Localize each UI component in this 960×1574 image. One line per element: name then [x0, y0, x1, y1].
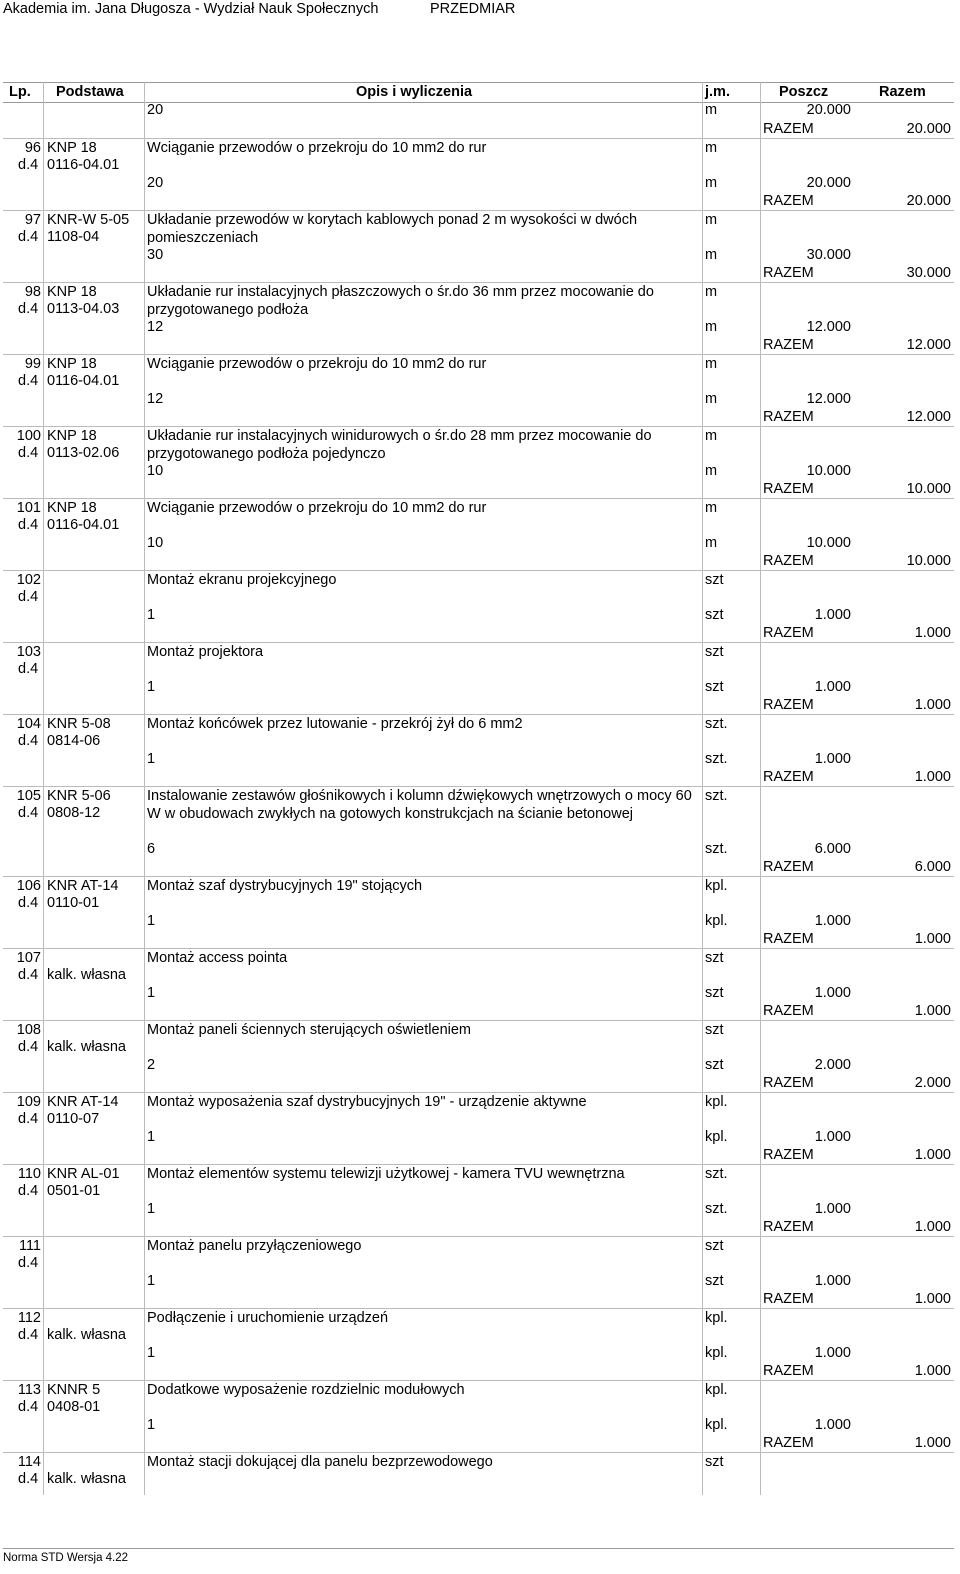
item-unit: szt — [705, 644, 724, 660]
item-description: Montaż panelu przyłączeniowego — [147, 1237, 362, 1254]
row-separator — [3, 498, 954, 499]
item-description: Układanie rur instalacyjnych winidurowych o śr.do 28 mm przez mocowanie do przygotowanego podłoża pojedynczo — [147, 428, 652, 462]
column-divider — [43, 82, 44, 1495]
item-calc: 30 — [147, 247, 164, 263]
item-calc-unit: szt — [705, 607, 724, 623]
item-razem: 1.000 — [914, 1362, 951, 1379]
item-number: 99 — [24, 356, 41, 372]
col-opis: Opis i wyliczenia — [356, 84, 473, 100]
item-razem-label: RAZEM — [763, 1362, 814, 1379]
item-razem-label: RAZEM — [763, 1434, 814, 1451]
item-calc: 2 — [147, 1056, 156, 1073]
item-razem-label: RAZEM — [763, 930, 814, 947]
item-razem-label: RAZEM — [763, 625, 814, 641]
item-basis-code: KNR 5-08 — [47, 716, 111, 732]
column-divider — [760, 82, 761, 1495]
item-razem-label: RAZEM — [763, 1146, 814, 1163]
item-calc: 1 — [147, 1272, 156, 1289]
item-calc: 1 — [147, 984, 156, 1001]
item-division: d.4 — [18, 1326, 39, 1343]
item-number: 108 — [16, 1021, 41, 1038]
item-poszcz: 1.000 — [814, 1416, 851, 1433]
item-unit: szt. — [705, 716, 728, 732]
item-number: 110 — [17, 1165, 41, 1182]
item-description: Montaż access pointa — [147, 949, 288, 966]
item-calc-unit: m — [705, 391, 718, 407]
item-basis-table: 0408-01 — [47, 1398, 101, 1415]
item-number: 111 — [18, 1237, 41, 1254]
item-calc-unit: m — [705, 319, 718, 335]
item-razem: 1.000 — [914, 697, 951, 713]
item-division: d.4 — [18, 589, 39, 605]
item-division: d.4 — [18, 517, 39, 533]
item-description: Dodatkowe wyposażenie rozdzielnic modułowych — [147, 1381, 465, 1398]
item-basis-table: kalk. własna — [47, 1326, 126, 1343]
item-calc: 12 — [147, 391, 164, 407]
footer-divider — [3, 1548, 954, 1549]
item-razem: 20.000 — [906, 193, 951, 209]
item-unit: m — [705, 428, 718, 444]
item-number: 104 — [16, 716, 41, 732]
carry-calc: 20 — [147, 102, 164, 118]
item-razem: 1.000 — [914, 930, 951, 947]
item-description: Wciąganie przewodów o przekroju do 10 mm2 do rur — [147, 500, 487, 516]
item-calc-unit: szt. — [705, 1200, 728, 1217]
item-basis-code: KNP 18 — [47, 500, 97, 516]
item-basis-code: KNP 18 — [47, 428, 97, 444]
item-razem-label: RAZEM — [763, 481, 814, 497]
item-razem: 12.000 — [906, 409, 951, 425]
item-unit: szt — [705, 1237, 724, 1254]
item-poszcz: 10.000 — [806, 535, 851, 551]
column-divider — [144, 82, 145, 1495]
page-footer: Norma STD Wersja 4.22 — [3, 1552, 129, 1564]
item-basis-table: kalk. własna — [47, 1038, 126, 1055]
item-calc: 10 — [147, 463, 164, 479]
item-poszcz: 1.000 — [814, 607, 851, 623]
col-lp: Lp. — [9, 84, 31, 100]
item-unit: szt. — [705, 1165, 728, 1182]
item-number: 100 — [16, 428, 41, 444]
item-calc-unit: szt. — [705, 751, 728, 767]
page-header — [0, 0, 960, 22]
item-division: d.4 — [18, 1254, 39, 1271]
item-division: d.4 — [18, 157, 39, 173]
item-number: 103 — [16, 644, 41, 660]
item-razem: 10.000 — [906, 553, 951, 569]
table-header — [3, 82, 954, 103]
item-division: d.4 — [18, 661, 39, 677]
item-razem: 1.000 — [914, 1290, 951, 1307]
item-basis-code: KNR AL-01 — [47, 1165, 120, 1182]
item-division: d.4 — [18, 1398, 39, 1415]
col-podstawa: Podstawa — [56, 84, 124, 100]
item-number: 107 — [16, 949, 41, 966]
document-subtitle: PRZEDMIAR — [430, 1, 516, 17]
item-calc-unit: m — [705, 175, 718, 191]
item-calc: 20 — [147, 175, 164, 191]
item-number: 109 — [16, 1093, 41, 1110]
item-division: d.4 — [18, 229, 39, 245]
item-razem-label: RAZEM — [763, 193, 814, 209]
item-poszcz: 1.000 — [814, 1272, 851, 1289]
item-razem: 1.000 — [914, 769, 951, 785]
item-poszcz: 1.000 — [814, 984, 851, 1001]
column-divider — [702, 82, 703, 1495]
carry-unit: m — [705, 102, 718, 118]
item-division: d.4 — [18, 894, 39, 911]
item-razem-label: RAZEM — [763, 1074, 814, 1091]
item-division: d.4 — [18, 445, 39, 461]
item-basis-table: 1108-04 — [47, 229, 100, 245]
item-number: 101 — [16, 500, 41, 516]
item-division: d.4 — [18, 1110, 39, 1127]
item-calc: 12 — [147, 319, 164, 335]
item-poszcz: 12.000 — [806, 391, 851, 407]
item-calc: 1 — [147, 1344, 156, 1361]
item-unit: szt — [705, 1021, 724, 1038]
item-basis-table: 0110-01 — [47, 894, 100, 911]
item-unit: m — [705, 500, 718, 516]
item-razem: 1.000 — [914, 1146, 951, 1163]
row-separator — [3, 570, 954, 571]
item-description: Montaż elementów systemu telewizji użytkowej - kamera TVU wewnętrzna — [147, 1165, 625, 1182]
item-description: Montaż wyposażenia szaf dystrybucyjnych 19" - urządzenie aktywne — [147, 1093, 587, 1110]
item-basis-table: 0110-07 — [47, 1110, 100, 1127]
document-title: Akademia im. Jana Długosza - Wydział Nauk Społecznych — [3, 1, 379, 17]
row-separator — [3, 786, 954, 787]
item-division: d.4 — [18, 1038, 39, 1055]
item-division: d.4 — [18, 733, 39, 749]
item-basis-table: 0113-02.06 — [47, 445, 120, 461]
item-basis-table: 0814-06 — [47, 733, 101, 749]
item-unit: kpl. — [705, 877, 728, 894]
item-basis-table: kalk. własna — [47, 1470, 126, 1487]
item-razem-label: RAZEM — [763, 337, 814, 353]
item-description: Wciąganie przewodów o przekroju do 10 mm2 do rur — [147, 140, 487, 156]
item-razem-label: RAZEM — [763, 697, 814, 713]
item-razem-label: RAZEM — [763, 769, 814, 785]
item-razem: 30.000 — [906, 265, 951, 281]
row-separator — [3, 948, 954, 949]
item-description: Montaż stacji dokującej dla panelu bezprzewodowego — [147, 1453, 493, 1470]
item-unit: szt — [705, 1453, 724, 1470]
item-number: 106 — [16, 877, 41, 894]
item-poszcz: 1.000 — [814, 1344, 851, 1361]
carry-razem-label: RAZEM — [763, 121, 814, 137]
item-calc: 1 — [147, 1200, 156, 1217]
item-description: Montaż projektora — [147, 644, 264, 660]
row-separator — [3, 138, 954, 139]
carry-razem: 20.000 — [906, 121, 951, 137]
item-razem: 1.000 — [914, 1434, 951, 1451]
item-razem-label: RAZEM — [763, 1218, 814, 1235]
item-unit: szt. — [705, 788, 728, 804]
item-poszcz: 12.000 — [806, 319, 851, 335]
item-calc: 1 — [147, 607, 156, 623]
item-unit: kpl. — [705, 1093, 728, 1110]
row-separator — [3, 1164, 954, 1165]
item-division: d.4 — [18, 1182, 39, 1199]
item-calc-unit: szt — [705, 1272, 724, 1289]
item-number: 114 — [17, 1453, 41, 1470]
item-razem-label: RAZEM — [763, 1290, 814, 1307]
item-unit: m — [705, 212, 718, 228]
item-basis-code: KNR 5-06 — [47, 788, 111, 804]
item-calc-unit: kpl. — [705, 912, 728, 929]
row-separator — [3, 714, 954, 715]
item-razem-label: RAZEM — [763, 409, 814, 425]
item-calc: 1 — [147, 1416, 156, 1433]
row-separator — [3, 1452, 954, 1453]
col-poszcz: Poszcz — [779, 84, 829, 100]
item-poszcz: 2.000 — [814, 1056, 851, 1073]
item-razem: 2.000 — [914, 1074, 951, 1091]
item-calc-unit: m — [705, 247, 718, 263]
item-number: 105 — [16, 788, 41, 804]
item-calc-unit: m — [705, 535, 718, 551]
item-basis-table: 0113-04.03 — [47, 301, 120, 317]
item-poszcz: 20.000 — [806, 175, 851, 191]
item-calc-unit: szt — [705, 679, 724, 695]
item-unit: m — [705, 140, 718, 156]
item-calc-unit: m — [705, 463, 718, 479]
row-separator — [3, 282, 954, 283]
item-razem: 6.000 — [914, 858, 951, 875]
item-poszcz: 30.000 — [806, 247, 851, 263]
item-razem-label: RAZEM — [763, 858, 814, 875]
item-number: 102 — [16, 572, 41, 588]
item-description: Podłączenie i uruchomienie urządzeń — [147, 1309, 389, 1326]
item-basis-table: 0808-12 — [47, 805, 101, 821]
row-separator — [3, 354, 954, 355]
item-basis-table: 0501-01 — [47, 1182, 101, 1199]
item-division: d.4 — [18, 966, 39, 983]
item-razem: 1.000 — [914, 1002, 951, 1019]
item-basis-code: KNP 18 — [47, 356, 97, 372]
item-unit: m — [705, 284, 718, 300]
col-jm: j.m. — [705, 84, 730, 100]
item-poszcz: 6.000 — [814, 840, 851, 857]
item-number: 96 — [24, 140, 41, 156]
row-separator — [3, 1308, 954, 1309]
row-separator — [3, 426, 954, 427]
item-description: Montaż ekranu projekcyjnego — [147, 572, 337, 588]
item-calc: 1 — [147, 679, 156, 695]
item-poszcz: 1.000 — [814, 912, 851, 929]
item-number: 97 — [24, 212, 41, 228]
item-basis-table: kalk. własna — [47, 966, 126, 983]
item-description: Montaż szaf dystrybucyjnych 19" stojących — [147, 877, 423, 894]
row-separator — [3, 642, 954, 643]
item-basis-code: KNNR 5 — [47, 1381, 101, 1398]
item-basis-code: KNP 18 — [47, 284, 97, 300]
item-description: Wciąganie przewodów o przekroju do 10 mm2 do rur — [147, 356, 487, 372]
row-separator — [3, 1380, 954, 1381]
item-razem: 1.000 — [914, 625, 951, 641]
item-basis-table: 0116-04.01 — [47, 373, 120, 389]
item-description: Montaż paneli ściennych sterujących oświetleniem — [147, 1021, 471, 1038]
item-calc-unit: kpl. — [705, 1128, 728, 1145]
item-description: Montaż końcówek przez lutowanie - przekrój żył do 6 mm2 — [147, 716, 523, 732]
item-razem-label: RAZEM — [763, 1002, 814, 1019]
item-basis-code: KNR AT-14 — [47, 877, 119, 894]
row-separator — [3, 876, 954, 877]
item-calc: 1 — [147, 1128, 156, 1145]
item-description: Układanie rur instalacyjnych płaszczowych o śr.do 36 mm przez mocowanie do przygotowanego podłoża — [147, 284, 654, 318]
item-basis-code: KNR-W 5-05 — [47, 212, 130, 228]
carry-poszcz: 20.000 — [806, 102, 851, 118]
item-division: d.4 — [18, 1470, 39, 1487]
item-poszcz: 1.000 — [814, 751, 851, 767]
item-basis-code: KNP 18 — [47, 140, 97, 156]
item-division: d.4 — [18, 805, 39, 821]
item-unit: m — [705, 356, 718, 372]
row-separator — [3, 1092, 954, 1093]
item-basis-code: KNR AT-14 — [47, 1093, 119, 1110]
item-basis-table: 0116-04.01 — [47, 157, 120, 173]
item-description: Układanie przewodów w korytach kablowych ponad 2 m wysokości w dwóch pomieszczeniach — [147, 212, 638, 246]
item-calc-unit: kpl. — [705, 1416, 728, 1433]
col-razem: Razem — [879, 84, 926, 100]
item-calc-unit: szt — [705, 1056, 724, 1073]
row-separator — [3, 1236, 954, 1237]
item-calc-unit: kpl. — [705, 1344, 728, 1361]
item-razem: 10.000 — [906, 481, 951, 497]
row-separator — [3, 210, 954, 211]
item-number: 113 — [17, 1381, 41, 1398]
item-razem-label: RAZEM — [763, 265, 814, 281]
item-description: Instalowanie zestawów głośnikowych i kolumn dźwiękowych wnętrzowych o mocy 60 W w obudowach zwykłych na gotowych konstrukcjach na ścianie betonowej — [147, 788, 692, 822]
item-razem: 12.000 — [906, 337, 951, 353]
item-unit: kpl. — [705, 1381, 728, 1398]
item-poszcz: 1.000 — [814, 1128, 851, 1145]
item-calc: 1 — [147, 912, 156, 929]
item-calc: 10 — [147, 535, 164, 551]
item-poszcz: 1.000 — [814, 679, 851, 695]
item-unit: szt — [705, 572, 724, 588]
item-division: d.4 — [18, 301, 39, 317]
item-number: 98 — [24, 284, 41, 300]
item-poszcz: 1.000 — [814, 1200, 851, 1217]
item-calc-unit: szt — [705, 984, 724, 1001]
item-razem-label: RAZEM — [763, 553, 814, 569]
item-unit: szt — [705, 949, 724, 966]
item-unit: kpl. — [705, 1309, 728, 1326]
item-division: d.4 — [18, 373, 39, 389]
item-calc: 1 — [147, 751, 156, 767]
item-number: 112 — [17, 1309, 41, 1326]
row-separator — [3, 1020, 954, 1021]
item-basis-table: 0116-04.01 — [47, 517, 120, 533]
item-calc-unit: szt. — [705, 840, 728, 857]
item-razem: 1.000 — [914, 1218, 951, 1235]
item-poszcz: 10.000 — [806, 463, 851, 479]
item-calc: 6 — [147, 840, 156, 857]
